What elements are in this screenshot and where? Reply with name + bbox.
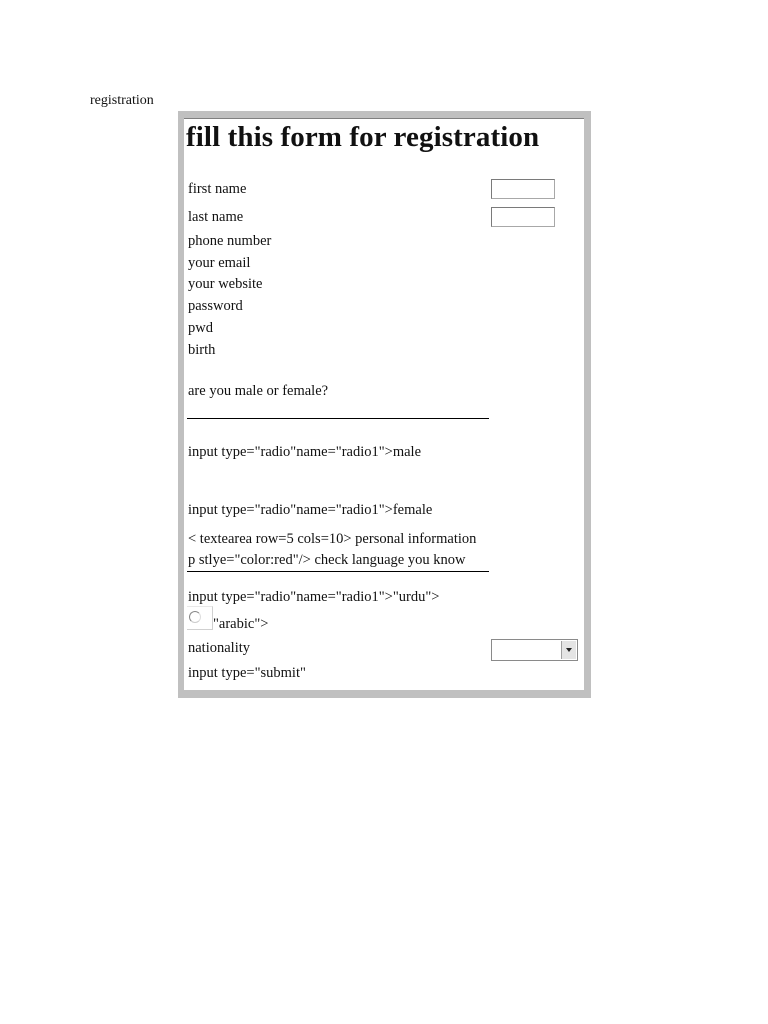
form-title: fill this form for registration: [186, 121, 540, 153]
radio-button-icon: [189, 611, 201, 623]
nationality-label: nationality: [188, 640, 251, 656]
nationality-select[interactable]: [491, 639, 578, 661]
page-label: registration: [90, 93, 154, 108]
gender-question: are you male or female?: [188, 383, 329, 399]
email-label: your email: [188, 255, 251, 271]
radio-arabic-button[interactable]: [187, 606, 213, 630]
birth-label: birth: [188, 342, 216, 358]
radio-arabic-label: "arabic">: [213, 616, 269, 632]
first-name-label: first name: [188, 181, 247, 197]
language-text: p stlye="color:red"/> check language you know: [188, 552, 466, 568]
chevron-down-icon[interactable]: [561, 641, 576, 659]
last-name-label: last name: [188, 209, 244, 225]
last-name-input[interactable]: [491, 207, 555, 227]
password-label: password: [188, 298, 243, 314]
phone-number-label: phone number: [188, 233, 272, 249]
radio-urdu-text: input type="radio"name="radio1">"urdu">: [188, 589, 440, 605]
first-name-input[interactable]: [491, 179, 555, 199]
pwd-label: pwd: [188, 320, 213, 336]
website-label: your website: [188, 276, 263, 292]
submit-text: input type="submit": [188, 665, 306, 681]
radio-female-text: input type="radio"name="radio1">female: [188, 502, 433, 518]
radio-male-text: input type="radio"name="radio1">male: [188, 444, 422, 460]
textarea-text: < textearea row=5 cols=10> personal information: [188, 531, 477, 547]
divider: [187, 418, 489, 419]
divider: [187, 571, 489, 572]
